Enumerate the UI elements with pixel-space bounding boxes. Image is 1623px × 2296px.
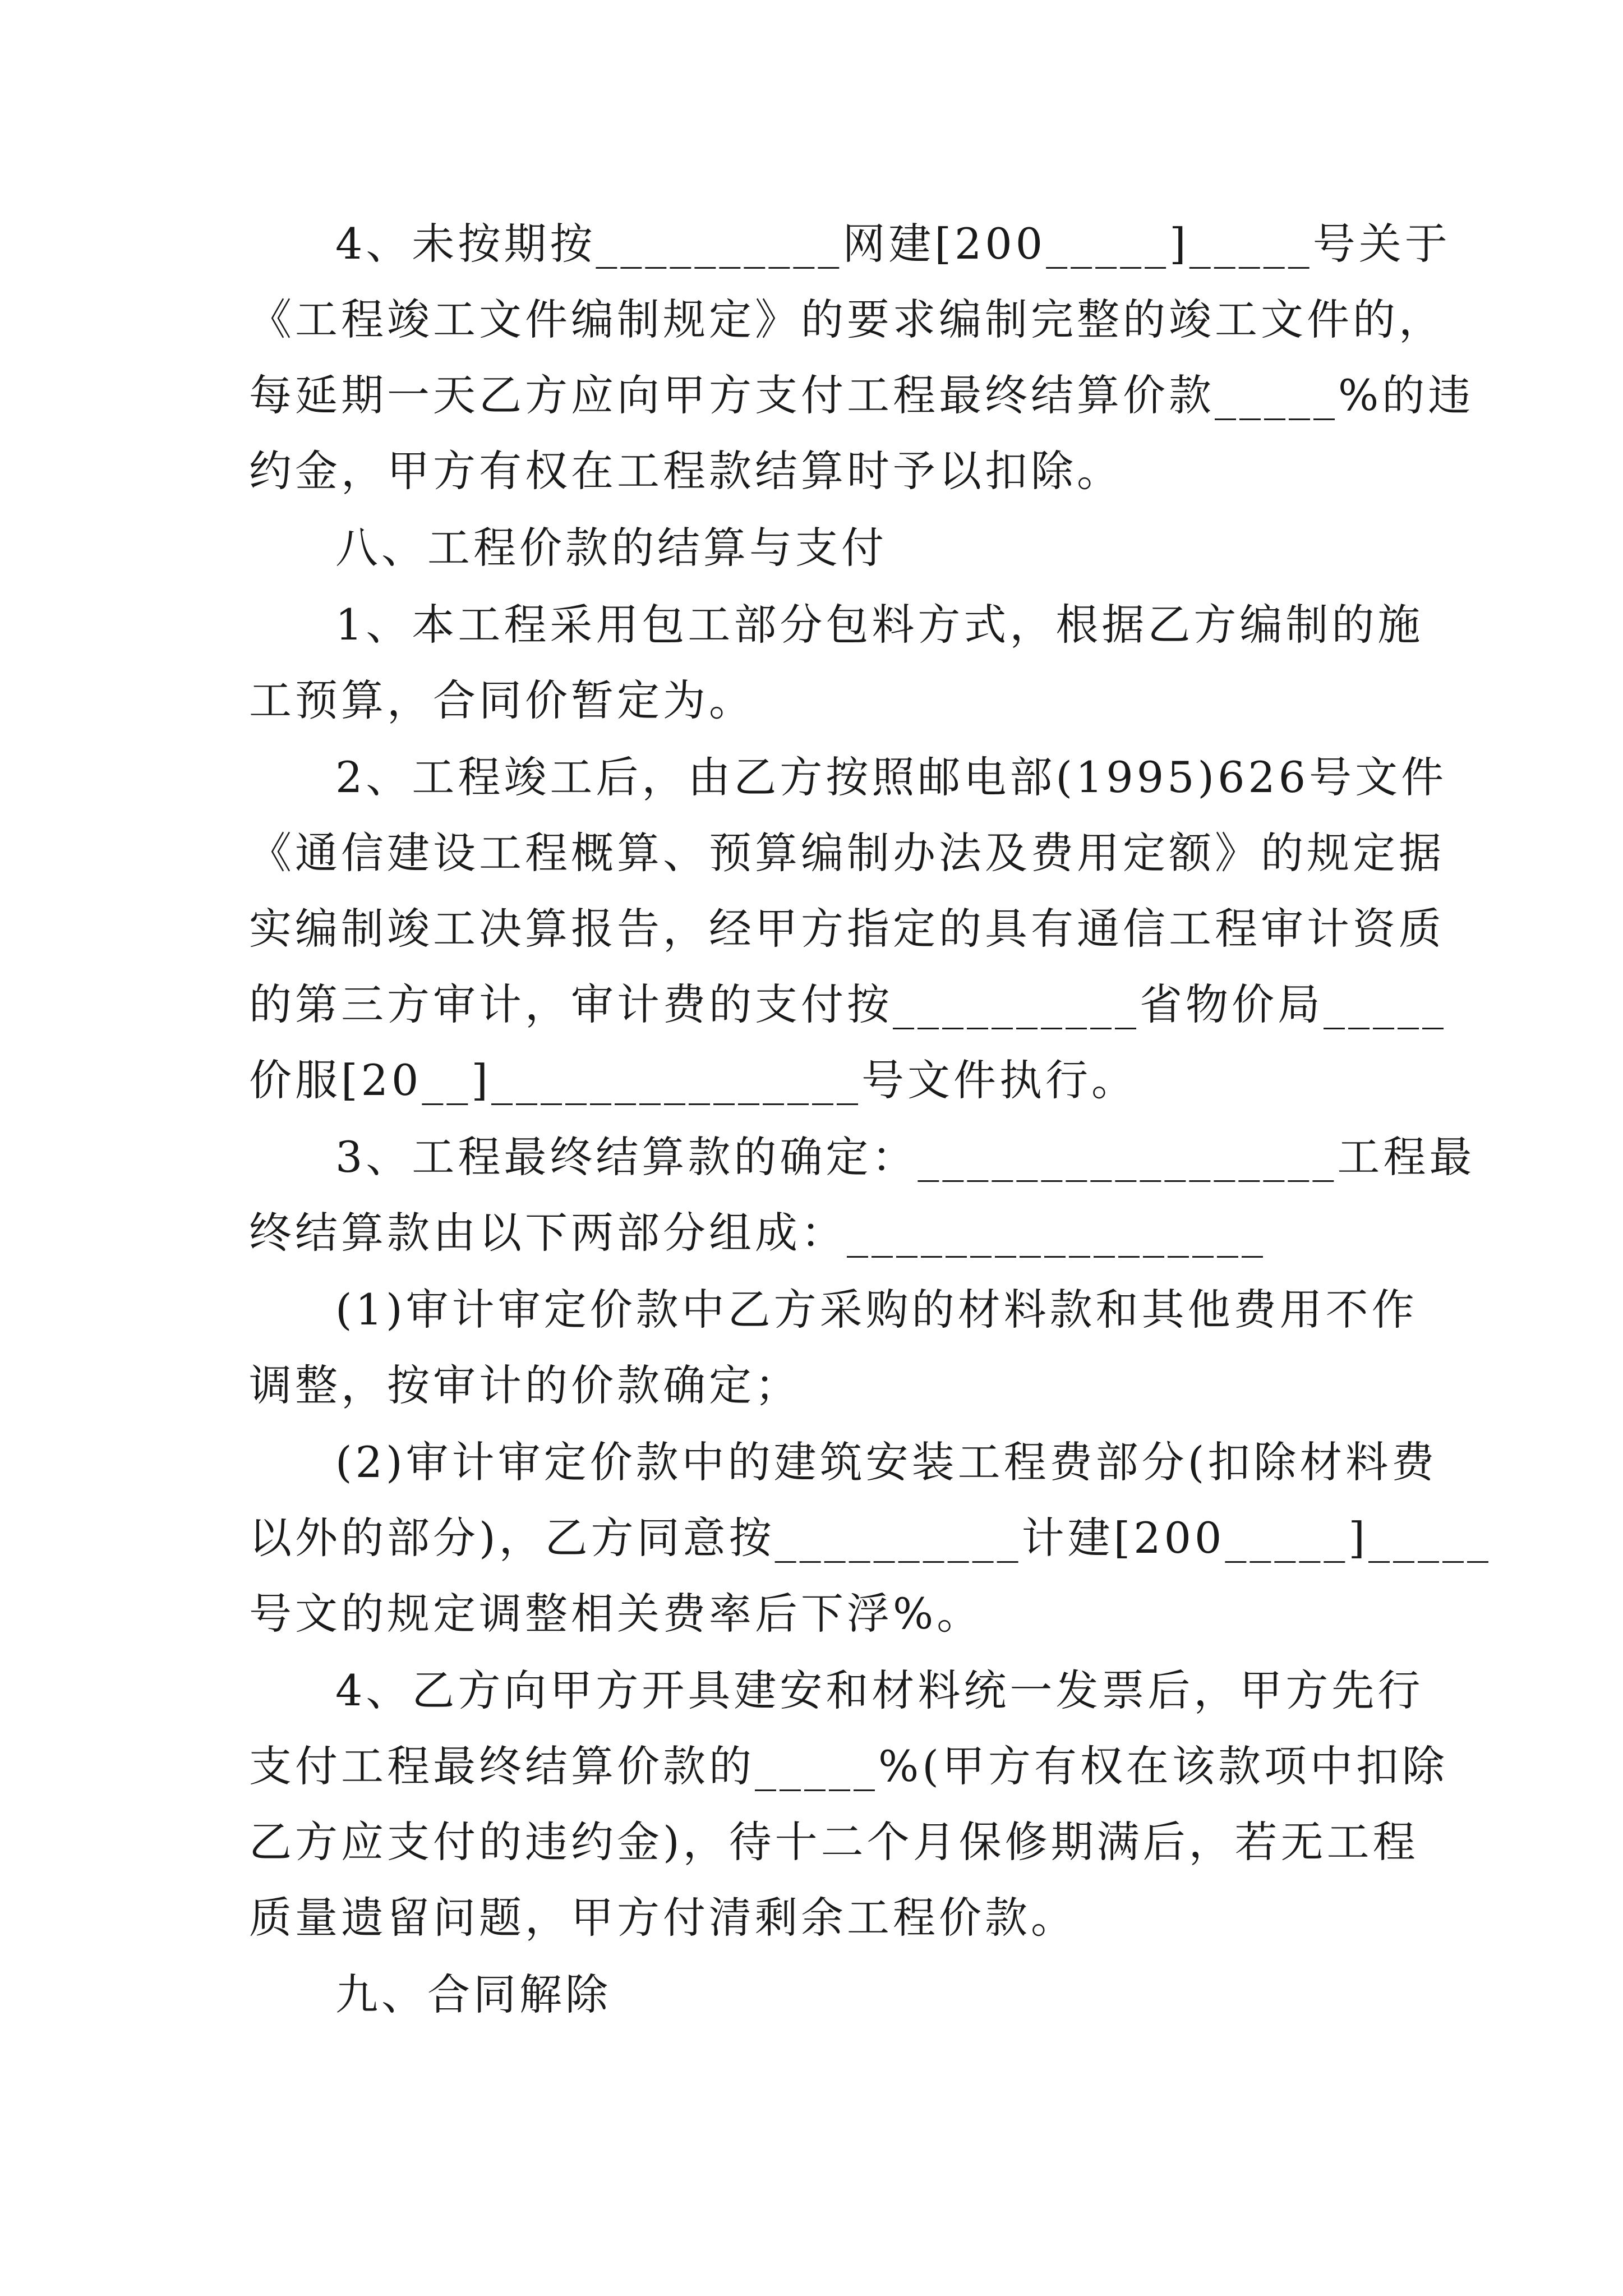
- text-line: 实编制竣工决算报告，经甲方指定的具有通信工程审计资质: [249, 904, 1445, 954]
- text-line: 终结算款由以下两部分组成：_________________: [249, 1208, 1266, 1258]
- text-line: 的第三方审计，审计费的支付按__________省物价局_____: [249, 979, 1447, 1029]
- text-line: 4、未按期按__________网建[200_____]_____号关于: [335, 219, 1451, 269]
- text-line: 工预算，合同价暂定为。: [249, 675, 755, 725]
- text-line: 《通信建设工程概算、预算编制办法及费用定额》的规定据: [249, 828, 1445, 878]
- text-line: 调整，按审计的价款确定；: [249, 1360, 801, 1410]
- text-line: 《工程竣工文件编制规定》的要求编制完整的竣工文件的，: [249, 295, 1445, 344]
- text-line: 价服[20__]_______________号文件执行。: [249, 1055, 1138, 1105]
- text-line: 号文的规定调整相关费率后下浮%。: [249, 1589, 983, 1639]
- text-line: (1)审计审定价款中乙方采购的材料款和其他费用不作: [335, 1285, 1418, 1335]
- section-heading: 八、工程价款的结算与支付: [335, 523, 887, 573]
- section-heading: 九、合同解除: [335, 1970, 611, 2019]
- text-line: 乙方应支付的违约金)，待十二个月保修期满后，若无工程: [249, 1817, 1419, 1867]
- text-line: 每延期一天乙方应向甲方支付工程最终结算价款_____%的违: [249, 370, 1474, 420]
- text-line: 约金，甲方有权在工程款结算时予以扣除。: [249, 446, 1123, 496]
- text-line: 2、工程竣工后，由乙方按照邮电部(1995)626号文件: [335, 752, 1447, 802]
- text-line: 质量遗留问题，甲方付清剩余工程价款。: [249, 1893, 1077, 1943]
- text-line: 1、本工程采用包工部分包料方式，根据乙方编制的施: [335, 600, 1424, 650]
- text-line: 3、工程最终结算款的确定：_________________工程最: [335, 1132, 1476, 1182]
- text-line: 以外的部分)，乙方同意按__________计建[200_____]_____: [249, 1513, 1492, 1563]
- text-line: (2)审计审定价款中的建筑安装工程费部分(扣除材料费: [335, 1437, 1438, 1487]
- text-line: 4、乙方向甲方开具建安和材料统一发票后，甲方先行: [335, 1665, 1424, 1715]
- text-line: 支付工程最终结算价款的_____%(甲方有权在该款项中扣除: [249, 1741, 1448, 1791]
